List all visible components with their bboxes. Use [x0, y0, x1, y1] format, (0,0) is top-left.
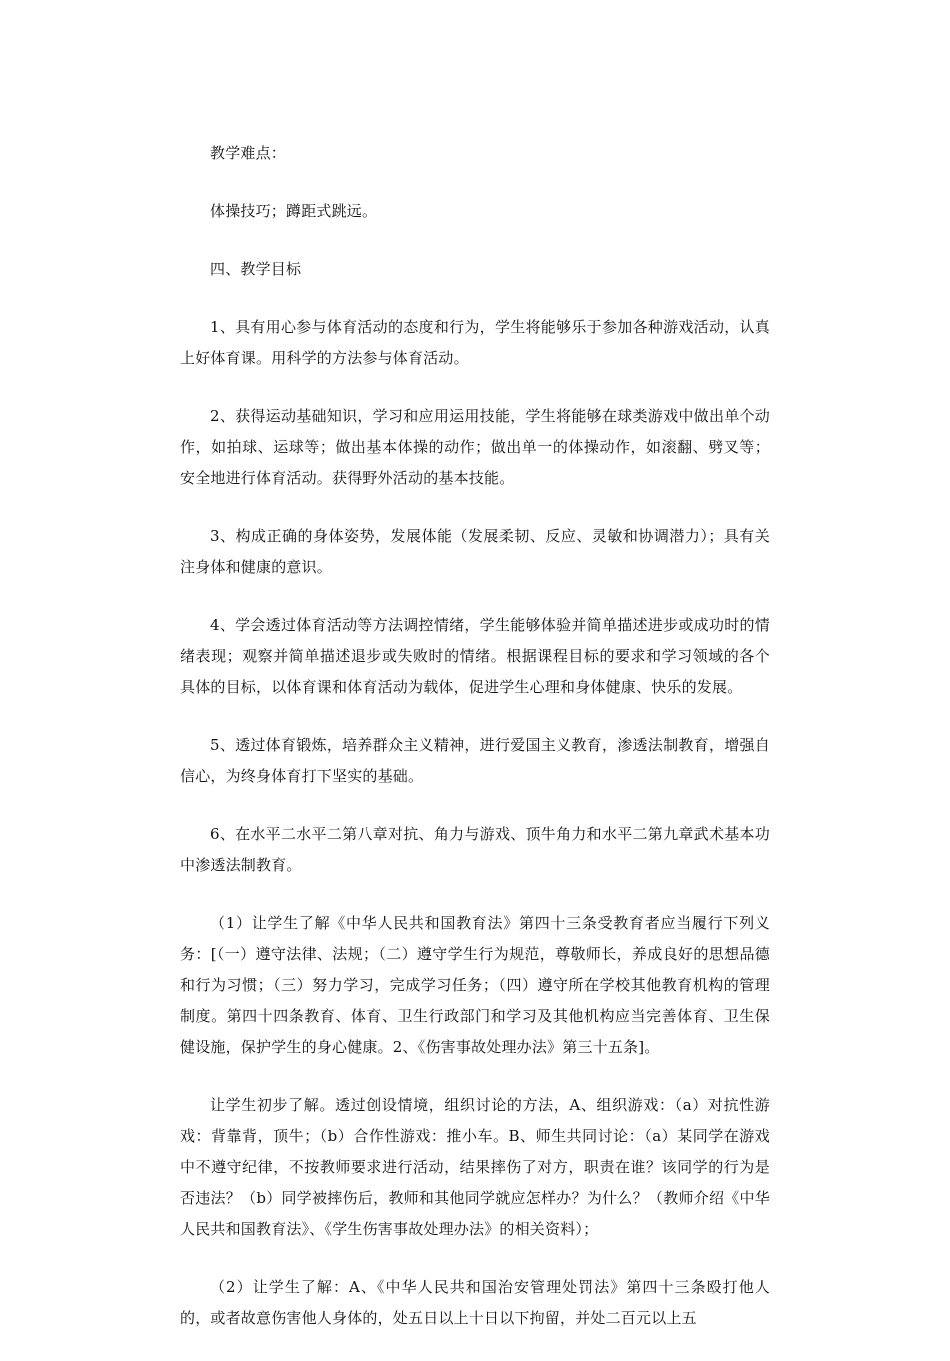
discussion-paragraph: 让学生初步了解。透过创设情境，组织讨论的方法，A、组织游戏：（a）对抗性游戏：背靠背，顶牛；（b）合作性游戏：推小车。B、师生共同讨论：（a）某同学在游戏中不遵守纪律，不按教师要求进行活动，结果摔伤了对方，职责在谁？该同学的行为是否违法？（b）同学被摔伤后，教师和其他同学就应怎样办？为什么？（教师介绍《中华人民共和国教育法》、《学生伤害事故处理办法》的相关资料）；: [180, 1096, 770, 1238]
difficulty-content: 体操技巧；蹲距式跳远。: [210, 202, 378, 220]
heading-teaching-difficulty: 教学难点：: [210, 144, 287, 162]
law-paragraph-1: （1）让学生了解《中华人民共和国教育法》第四十三条受教育者应当履行下列义务：[（一）遵守法律、法规；（二）遵守学生行为规范，尊敬师长，养成良好的思想品德和行为习惯；（三）努力学习，完成学习任务；（四）遵守所在学校其他教育机构的管理制度。第四十四条教育、体育、卫生行政部门和学习及其他机构应当完善体育、卫生保健设施，保护学生的身心健康。2、《伤害事故处理办法》第三十五条]。: [180, 914, 770, 1056]
law-paragraph-2: （2）让学生了解：A、《中华人民共和国治安管理处罚法》第四十三条殴打他人的，或者故意伤害他人身体的，处五日以上十日以下拘留，并处二百元以上五: [180, 1278, 770, 1327]
goal-paragraph-1: 1、具有用心参与体育活动的态度和行为，学生将能够乐于参加各种游戏活动，认真上好体育课。用科学的方法参与体育活动。: [180, 318, 770, 367]
heading-teaching-goals: 四、教学目标: [210, 260, 302, 278]
document-body: [180, 138, 770, 1361]
goal-paragraph-2: 2、获得运动基础知识，学习和应用运用技能，学生将能够在球类游戏中做出单个动作，如拍球、运球等；做出基本体操的动作；做出单一的体操动作，如滚翻、劈叉等；安全地进行体育活动。获得野外活动的基本技能。: [180, 407, 770, 487]
goal-paragraph-3: 3、构成正确的身体姿势，发展体能（发展柔韧、反应、灵敏和协调潜力）；具有关注身体和健康的意识。: [180, 527, 770, 576]
goal-paragraph-6: 6、在水平二水平二第八章对抗、角力与游戏、顶牛角力和水平二第九章武术基本功中渗透法制教育。: [180, 825, 770, 874]
goal-paragraph-5: 5、透过体育锻炼，培养群众主义精神，进行爱国主义教育，渗透法制教育，增强自信心，为终身体育打下坚实的基础。: [180, 736, 770, 785]
goal-paragraph-4: 4、学会透过体育活动等方法调控情绪，学生能够体验并简单描述进步或成功时的情绪表现；观察并简单描述退步或失败时的情绪。根据课程目标的要求和学习领域的各个具体的目标，以体育课和体育活动为载体，促进学生心理和身体健康、快乐的发展。: [180, 616, 770, 696]
